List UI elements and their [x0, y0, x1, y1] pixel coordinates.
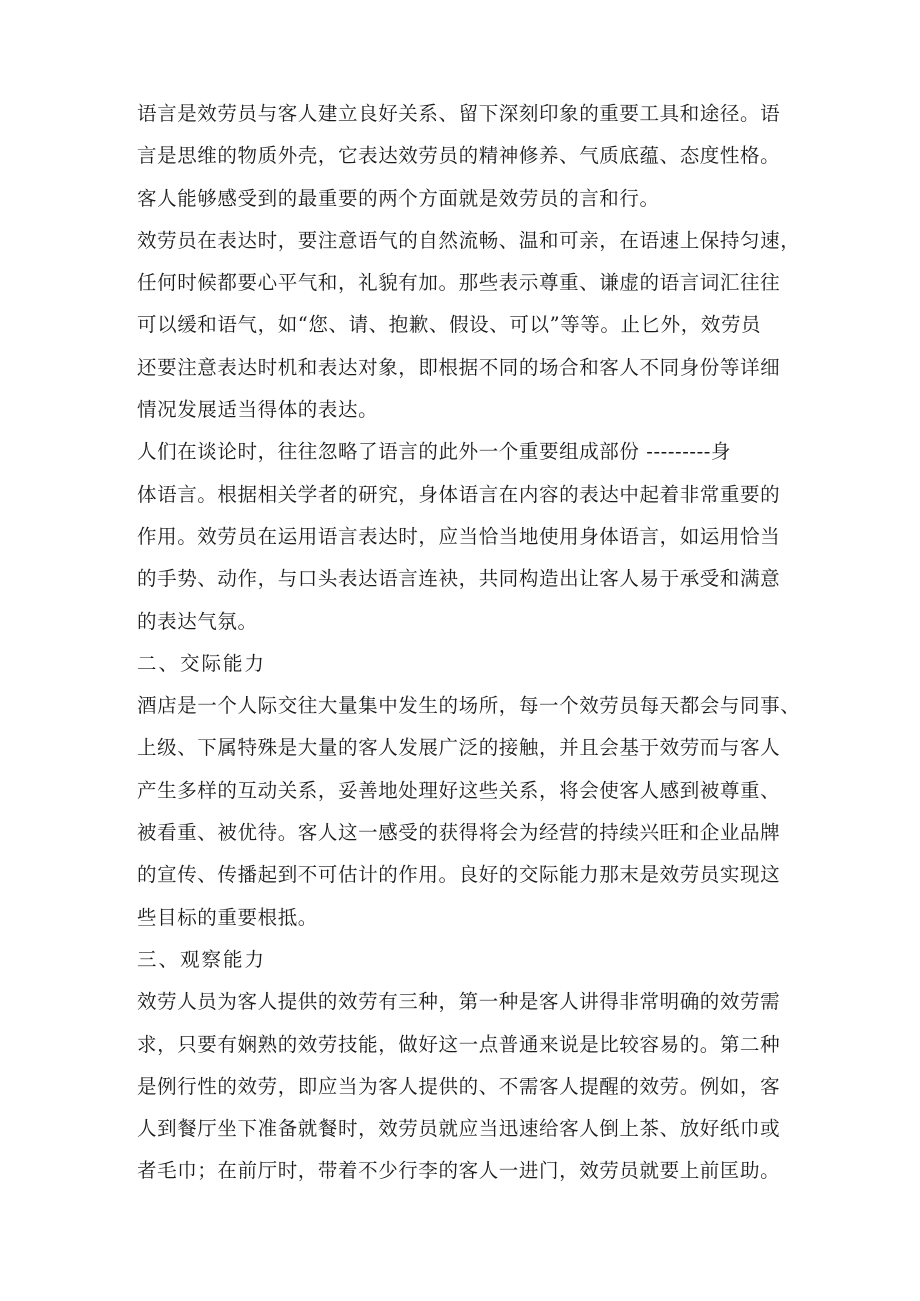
text-line: 的手势、动作，与口头表达语言连袂，共同构造出让客人易于承受和满意 [137, 567, 781, 591]
text-line: 语言是效劳员与客人建立良好关系、留下深刻印象的重要工具和途径。语 [137, 102, 781, 125]
text-line: 的表达气氛。 [137, 609, 258, 633]
text-line: 产生多样的互动关系，妥善地处理好这些关系，将会使客人感到被尊重、 [137, 778, 781, 802]
text-line: 的宣传、传播起到不可估计的作用。良好的交际能力那末是效劳员实现这 [137, 863, 781, 887]
text-line: 些目标的重要根抵。 [137, 905, 318, 929]
section-heading-observation-skill: 三、观察能力 [137, 947, 267, 971]
text-line: 效劳人员为客人提供的效劳有三种，第一种是客人讲得非常明确的效劳需 [137, 990, 781, 1014]
section-heading-social-skill: 二、交际能力 [137, 651, 267, 675]
text-line: 上级、下属特殊是大量的客人发展广泛的接触，并且会基于效劳而与客人 [137, 736, 781, 760]
text-line: 求，只要有娴熟的效劳技能，做好这一点普通来说是比较容易的。第二种 [137, 1032, 781, 1056]
text-line: 可以缓和语气，如“您、请、抱歉、假设、可以”等等。止匕外，效劳员 [137, 313, 762, 337]
text-line: 者毛巾；在前厅时，带着不少行李的客人一进门，效劳员就要上前匡助。 [137, 1159, 781, 1183]
document-body [137, 93, 801, 1193]
text-line: 客人能够感受到的最重要的两个方面就是效劳员的言和行。 [137, 186, 660, 210]
text-line: 情况发展适当得体的表达。 [137, 398, 379, 422]
text-line: 是例行性的效劳，即应当为客人提供的、不需客人提醒的效劳。例如，客 [137, 1074, 781, 1098]
text-line: 人到餐厅坐下准备就餐时，效劳员就应当迅速给客人倒上茶、放好纸巾或 [137, 1117, 781, 1141]
text-line: 言是思维的物质外壳，它表达效劳员的精神修养、气质底蕴、态度性格。 [137, 144, 781, 168]
text-line: 体语言。根据相关学者的研究，身体语言在内容的表达中起着非常重要的 [137, 482, 781, 506]
text-line: 被看重、被优待。客人这一感受的获得将会为经营的持续兴旺和企业品牌 [137, 821, 781, 845]
text-line: 酒店是一个人际交往大量集中发生的场所，每一个效劳员每天都会与同事、 [137, 694, 801, 718]
text-line: 作用。效劳员在运用语言表达时，应当恰当地使用身体语言，如运用恰当 [137, 524, 781, 548]
text-line: 人们在谈论时，往往忽略了语言的此外一个重要组成部份 ---------身 [137, 440, 732, 464]
text-line: 任何时候都要心平气和，礼貌有加。那些表示尊重、谦虚的语言词汇往往 [137, 271, 781, 295]
text-line: 效劳员在表达时，要注意语气的自然流畅、温和可亲，在语速上保持匀速， [137, 228, 801, 252]
text-line: 还要注意表达时机和表达对象，即根据不同的场合和客人不同身份等详细 [137, 355, 781, 379]
